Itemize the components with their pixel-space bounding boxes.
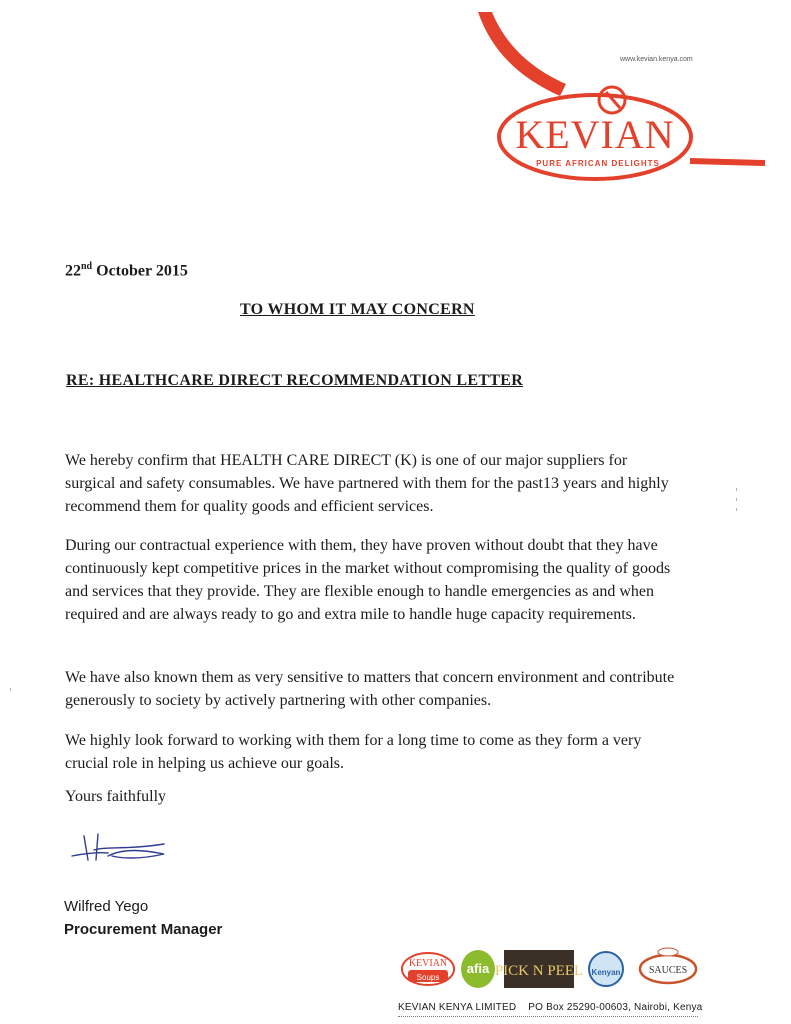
scan-speck — [736, 488, 737, 491]
pick-n-peel-logo — [495, 950, 583, 988]
kevian-logo — [495, 78, 705, 186]
subject-line: RE: HEALTHCARE DIRECT RECOMMENDATION LETTER — [66, 372, 524, 389]
to-whom-heading: TO WHOM IT MAY CONCERN — [240, 301, 475, 318]
scan-speck — [736, 498, 737, 501]
signatory-title: Procurement Manager — [64, 921, 223, 938]
signatory-name: Wilfred Yego — [64, 898, 149, 915]
kenyan-logo — [589, 952, 623, 986]
footer-address: KEVIAN KENYA LIMITED PO Box 25290-00603, Nairobi, Kenya — [398, 1002, 703, 1013]
paragraph: We hereby confirm that HEALTH CARE DIRECT (K) is one of our major suppliers for surgical and safety consumables. We have partnered with them for the past13 years and highly recommend them for quality goods and efficient services. — [65, 452, 669, 515]
svg-text:PICK N PEEL: PICK N PEEL — [494, 963, 584, 979]
svg-text:PURE AFRICAN DELIGHTS: PURE AFRICAN DELIGHTS — [536, 159, 660, 168]
paragraph: During our contractual experience with them, they have proven without doubt that they have continuously kept competitive prices in the market without compromising the quality of goods and services that they provide. They are flexible enough to handle emergencies as and when required and are always ready to go and extra mile to handle huge capacity requirements. — [65, 537, 671, 623]
sauces-logo — [640, 948, 696, 983]
website-url: www.kevian.kenya.com — [620, 56, 693, 63]
paragraph: We highly look forward to working with them for a long time to come as they form a very crucial role in helping us achieve our goals. — [65, 732, 642, 772]
scan-speck — [736, 508, 737, 511]
svg-text:Kenyan: Kenyan — [591, 968, 621, 977]
paragraph: We have also known them as very sensitive to matters that concern environment and contribute generously to society by actively partnering with other companies. — [65, 669, 675, 709]
handwritten-signature — [68, 826, 178, 871]
afia-logo — [461, 950, 495, 988]
svg-text:KEVIAN: KEVIAN — [515, 112, 675, 157]
letter-date: 22nd October 2015 — [65, 261, 188, 280]
kevian-soups-logo — [402, 953, 454, 985]
scan-speck — [10, 688, 11, 691]
svg-text:SAUCES: SAUCES — [648, 965, 688, 976]
svg-text:KEVIAN: KEVIAN — [408, 958, 448, 969]
brand-logos — [398, 940, 701, 995]
svg-text:afia: afia — [466, 961, 490, 976]
footer-rule — [398, 1016, 698, 1017]
closing-line: Yours faithfully — [65, 788, 167, 805]
svg-text:Soups: Soups — [416, 973, 440, 982]
